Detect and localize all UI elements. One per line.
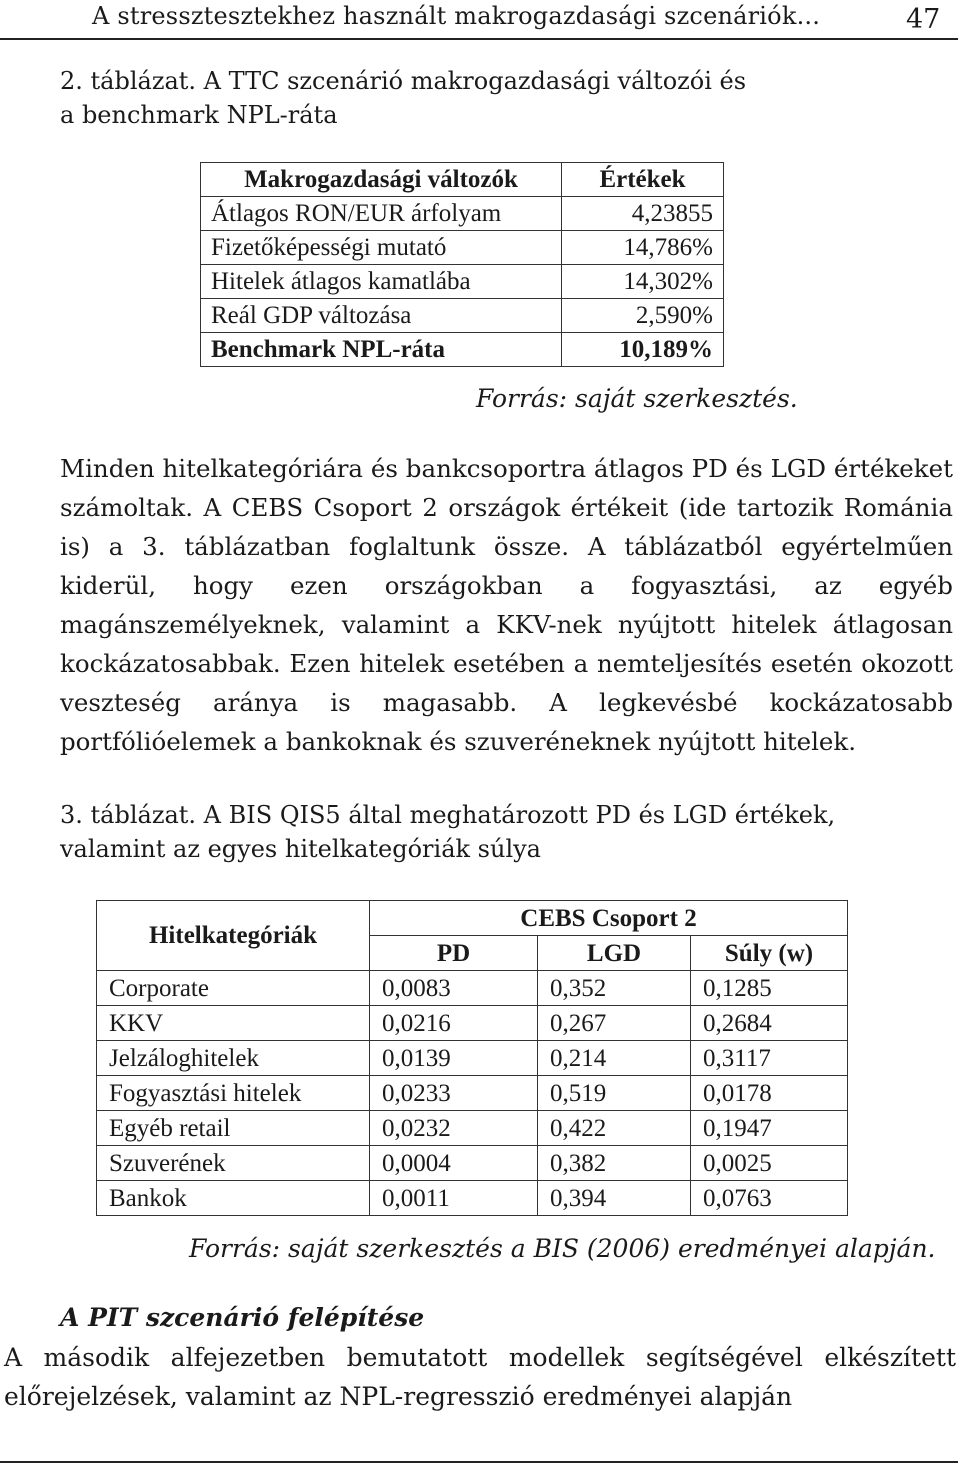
lgd-value: 0,352 [538,971,691,1006]
category-name: Jelzáloghitelek [97,1041,370,1076]
pd-value: 0,0233 [370,1076,538,1111]
section-paragraph: A második alfejezetben bemutatott modellek segítségével elkészített előrejelzések, valamint az NPL-regresszió eredményei alapján [4,1343,956,1411]
category-name: KKV [97,1006,370,1041]
variable-value: 2,590% [562,299,724,333]
footer-divider [0,1461,958,1463]
table-row [97,1006,848,1041]
variable-name: Fizetőképességi mutató [201,231,562,265]
table-row [97,1076,848,1111]
column-header: Súly (w) [691,936,848,971]
header-divider [0,38,958,40]
table-header-row [201,163,724,197]
table-row [201,333,724,367]
column-header: PD [370,936,538,971]
table-row [201,231,724,265]
table-row [97,1181,848,1216]
pd-value: 0,0139 [370,1041,538,1076]
table2-caption-line1: 2. táblázat. A TTC szcenárió makrogazdasági változói és [60,67,747,95]
table2-caption-line2: a benchmark NPL-ráta [60,101,338,129]
pd-value: 0,0232 [370,1111,538,1146]
table3-caption [60,798,835,866]
category-name: Fogyasztási hitelek [97,1076,370,1111]
variable-value: 14,786% [562,231,724,265]
category-name: Bankok [97,1181,370,1216]
table-row [97,1146,848,1181]
weight-value: 0,3117 [691,1041,848,1076]
pd-value: 0,0216 [370,1006,538,1041]
category-name: Szuverének [97,1146,370,1181]
pd-lgd-table [96,900,848,1216]
lgd-value: 0,394 [538,1181,691,1216]
page-number: 47 [906,4,941,35]
variable-value: 14,302% [562,265,724,299]
table-row [201,265,724,299]
table-row [201,299,724,333]
weight-value: 0,2684 [691,1006,848,1041]
category-name: Egyéb retail [97,1111,370,1146]
pd-value: 0,0083 [370,971,538,1006]
weight-value: 0,1285 [691,971,848,1006]
row-header: Hitelkategóriák [97,901,370,971]
lgd-value: 0,422 [538,1111,691,1146]
variable-value: 10,189% [562,333,724,367]
table-row [97,1111,848,1146]
column-header: LGD [538,936,691,971]
lgd-value: 0,382 [538,1146,691,1181]
pd-value: 0,0004 [370,1146,538,1181]
table2-caption [60,64,746,132]
variable-name: Hitelek átlagos kamatlába [201,265,562,299]
variable-value: 4,23855 [562,197,724,231]
lgd-value: 0,267 [538,1006,691,1041]
macro-variables-table [200,162,724,367]
body-paragraph: Minden hitelkategóriára és bankcsoportra átlagos PD és LGD értékeket számoltak. A CEBS Csoport 2 országok értékeit (ide tartozik Románia is) a 3. táblázatban foglaltunk össze. A táblázatból egyértelműen kiderül, hogy ezen országokban a fogyasztási, az egyéb magánszemélyeknek, valamint a KKV-nek nyújtott hitelek átlagosan kockázatosabbak. Ezen hitelek esetében a nemteljesítés esetén okozott veszteség aránya is magasabb. A legkevésbé kockázatosabb portfólióelemek a bankoknak és szuveréneknek nyújtott hitelek. [60,454,953,756]
category-name: Corporate [97,971,370,1006]
table2-source: Forrás: saját szerkesztés. [476,384,798,413]
table-row [201,197,724,231]
running-title: A stressztesztekhez használt makrogazdasági szcenáriók... [92,2,821,30]
pd-value: 0,0011 [370,1181,538,1216]
lgd-value: 0,519 [538,1076,691,1111]
table-row [97,971,848,1006]
weight-value: 0,0025 [691,1146,848,1181]
variable-name: Átlagos RON/EUR árfolyam [201,197,562,231]
table3-caption-line2: valamint az egyes hitelkategóriák súlya [60,835,541,863]
table-row [97,1041,848,1076]
table-header-row [97,901,848,936]
group-header: CEBS Csoport 2 [370,901,848,936]
variable-name: Benchmark NPL-ráta [201,333,562,367]
weight-value: 0,1947 [691,1111,848,1146]
weight-value: 0,0178 [691,1076,848,1111]
section-heading: A PIT szcenárió felépítése [60,1303,425,1332]
lgd-value: 0,214 [538,1041,691,1076]
weight-value: 0,0763 [691,1181,848,1216]
variable-name: Reál GDP változása [201,299,562,333]
table3-source: Forrás: saját szerkesztés a BIS (2006) eredményei alapján. [189,1234,936,1263]
column-header: Értékek [562,163,724,197]
column-header: Makrogazdasági változók [201,163,562,197]
table3-caption-line1: 3. táblázat. A BIS QIS5 által meghatározott PD és LGD értékek, [60,801,836,829]
